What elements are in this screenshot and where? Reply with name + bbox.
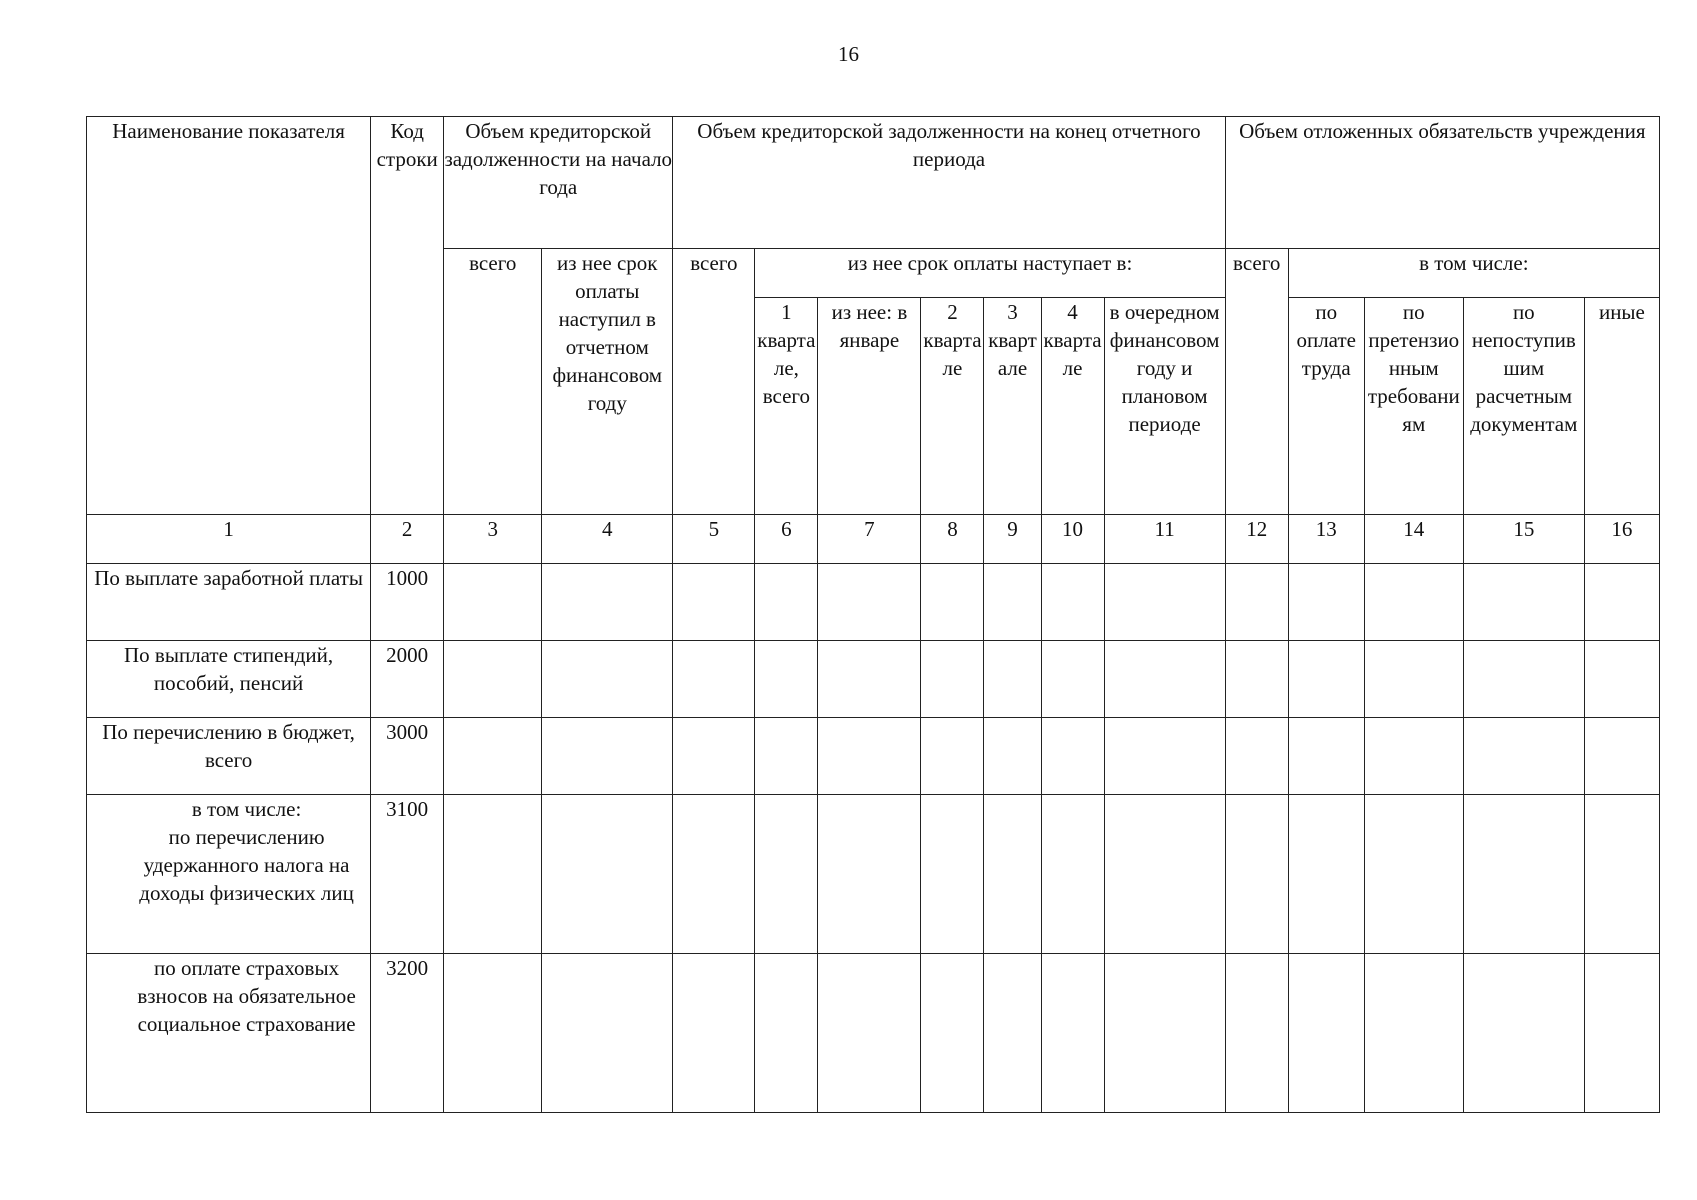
value-cell <box>1584 795 1659 954</box>
header-next-year: в очередном финансовом году и плановом периоде <box>1104 298 1225 515</box>
value-cell <box>673 954 755 1113</box>
value-cell <box>673 641 755 718</box>
header-total-end: всего <box>673 249 755 515</box>
row-name: По выплате заработной платы <box>87 564 371 641</box>
header-total-start: всего <box>444 249 542 515</box>
value-cell <box>1463 718 1584 795</box>
value-cell <box>921 718 984 795</box>
header-row-1 <box>87 117 1660 249</box>
value-cell <box>1364 954 1463 1113</box>
value-cell <box>1463 564 1584 641</box>
value-cell <box>1225 954 1288 1113</box>
value-cell <box>1225 641 1288 718</box>
value-cell <box>1364 564 1463 641</box>
value-cell <box>1364 641 1463 718</box>
value-cell <box>1288 795 1364 954</box>
value-cell <box>1463 795 1584 954</box>
table-row-income-tax <box>87 795 1660 954</box>
value-cell <box>1288 718 1364 795</box>
value-cell <box>818 641 921 718</box>
column-number: 11 <box>1104 515 1225 564</box>
value-cell <box>1041 641 1104 718</box>
value-cell <box>921 795 984 954</box>
value-cell <box>984 564 1041 641</box>
value-cell <box>921 564 984 641</box>
value-cell <box>444 641 542 718</box>
header-q1: 1 квартале, всего <box>755 298 818 515</box>
header-labor: по оплате труда <box>1288 298 1364 515</box>
row-name: По выплате стипендий, пособий, пенсий <box>87 641 371 718</box>
header-claims: по претензионным требованиям <box>1364 298 1463 515</box>
value-cell <box>1104 795 1225 954</box>
header-january: из нее: в январе <box>818 298 921 515</box>
column-number: 3 <box>444 515 542 564</box>
row-code: 2000 <box>371 641 444 718</box>
header-q3: 3 квартале <box>984 298 1041 515</box>
column-number: 6 <box>755 515 818 564</box>
value-cell <box>818 795 921 954</box>
table-row-salary <box>87 564 1660 641</box>
column-number-row <box>87 515 1660 564</box>
header-docs: по непоступившим расчетным документам <box>1463 298 1584 515</box>
value-cell <box>1364 718 1463 795</box>
header-q2: 2 квартале <box>921 298 984 515</box>
column-number: 9 <box>984 515 1041 564</box>
header-end-volume: Объем кредиторской задолженности на конец отчетного периода <box>673 117 1225 249</box>
value-cell <box>755 641 818 718</box>
row-code: 3200 <box>371 954 444 1113</box>
column-number: 12 <box>1225 515 1288 564</box>
value-cell <box>818 564 921 641</box>
row-name: по оплате страховых взносов на обязательное социальное страхование <box>87 954 371 1113</box>
value-cell <box>1584 641 1659 718</box>
row-code: 3100 <box>371 795 444 954</box>
value-cell <box>542 954 673 1113</box>
value-cell <box>984 641 1041 718</box>
column-number: 10 <box>1041 515 1104 564</box>
value-cell <box>755 718 818 795</box>
value-cell <box>1584 564 1659 641</box>
value-cell <box>1225 564 1288 641</box>
column-number: 1 <box>87 515 371 564</box>
value-cell <box>984 718 1041 795</box>
value-cell <box>1225 718 1288 795</box>
row-code: 3000 <box>371 718 444 795</box>
value-cell <box>542 564 673 641</box>
value-cell <box>444 718 542 795</box>
value-cell <box>755 564 818 641</box>
value-cell <box>444 795 542 954</box>
value-cell <box>1041 564 1104 641</box>
table-row-stipends <box>87 641 1660 718</box>
value-cell <box>1041 718 1104 795</box>
row-name: в том числе: по перечислению удержанного налога на доходы физических лиц <box>87 795 371 954</box>
value-cell <box>1288 954 1364 1113</box>
value-cell <box>818 718 921 795</box>
table-row-insurance <box>87 954 1660 1113</box>
column-number: 4 <box>542 515 673 564</box>
value-cell <box>1584 718 1659 795</box>
value-cell <box>1288 641 1364 718</box>
value-cell <box>1225 795 1288 954</box>
value-cell <box>921 954 984 1113</box>
page-number: 16 <box>838 42 859 66</box>
value-cell <box>1104 718 1225 795</box>
column-number: 5 <box>673 515 755 564</box>
header-code: Код строки <box>371 117 444 515</box>
value-cell <box>1463 954 1584 1113</box>
column-number: 2 <box>371 515 444 564</box>
value-cell <box>818 954 921 1113</box>
value-cell <box>1288 564 1364 641</box>
value-cell <box>542 641 673 718</box>
value-cell <box>673 718 755 795</box>
header-total-deferred: всего <box>1225 249 1288 515</box>
header-overdue: из нее срок оплаты наступил в отчетном финансовом году <box>542 249 673 515</box>
value-cell <box>1104 954 1225 1113</box>
value-cell <box>1104 564 1225 641</box>
value-cell <box>1463 641 1584 718</box>
header-deferred: Объем отложенных обязательств учреждения <box>1225 117 1659 249</box>
payables-table <box>86 116 1660 1113</box>
column-number: 8 <box>921 515 984 564</box>
value-cell <box>755 795 818 954</box>
value-cell <box>1104 641 1225 718</box>
value-cell <box>1041 954 1104 1113</box>
header-other: иные <box>1584 298 1659 515</box>
value-cell <box>1364 795 1463 954</box>
table-row-budget <box>87 718 1660 795</box>
value-cell <box>755 954 818 1113</box>
value-cell <box>673 564 755 641</box>
header-name: Наименование показателя <box>87 117 371 515</box>
value-cell <box>921 641 984 718</box>
value-cell <box>984 954 1041 1113</box>
column-number: 14 <box>1364 515 1463 564</box>
header-due-in: из нее срок оплаты наступает в: <box>755 249 1225 298</box>
column-number: 15 <box>1463 515 1584 564</box>
header-including: в том числе: <box>1288 249 1659 298</box>
header-start-volume: Объем кредиторской задолженности на начало года <box>444 117 673 249</box>
value-cell <box>1041 795 1104 954</box>
column-number: 13 <box>1288 515 1364 564</box>
row-name: По перечислению в бюджет, всего <box>87 718 371 795</box>
value-cell <box>673 795 755 954</box>
header-q4: 4 квартале <box>1041 298 1104 515</box>
column-number: 7 <box>818 515 921 564</box>
column-number: 16 <box>1584 515 1659 564</box>
value-cell <box>542 795 673 954</box>
value-cell <box>444 564 542 641</box>
value-cell <box>444 954 542 1113</box>
row-code: 1000 <box>371 564 444 641</box>
value-cell <box>542 718 673 795</box>
value-cell <box>1584 954 1659 1113</box>
value-cell <box>984 795 1041 954</box>
